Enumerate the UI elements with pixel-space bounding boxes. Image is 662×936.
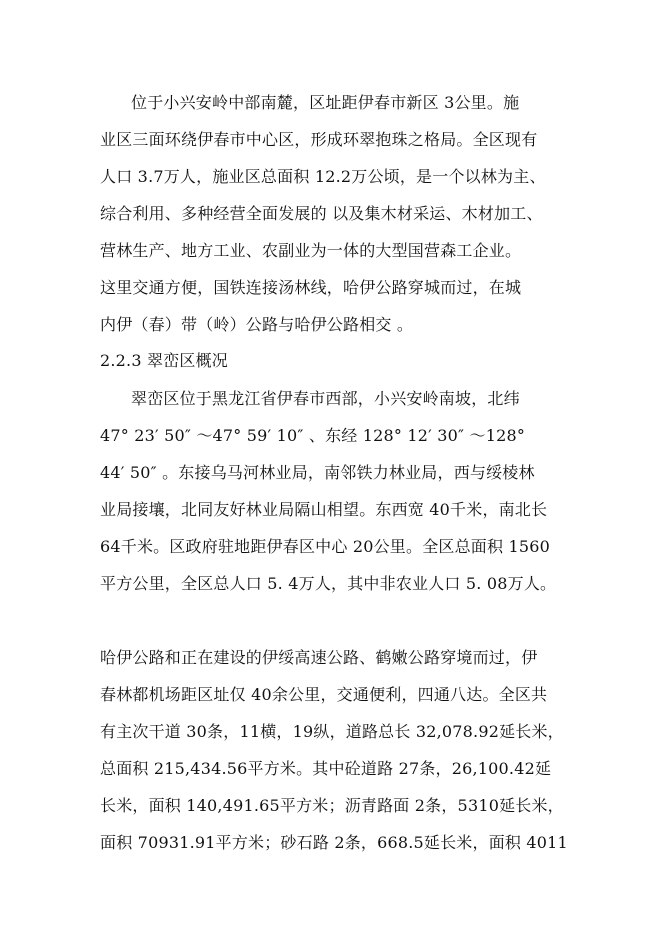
paragraph1-line-2: 业区三面环绕伊春市中心区，形成环翠抱珠之格局。全区现有 bbox=[100, 130, 538, 149]
paragraph3-line-2: 春林都机场距区址仅 40余公里，交通便利，四通八达。全区共 bbox=[100, 685, 548, 704]
paragraph2-line-6: 平方公里，全区总人口 5. 4万人，其中非农业人口 5. 08万人。 bbox=[100, 574, 557, 593]
paragraph3-line-3: 有主次干道 30条，11横，19纵，道路总长 32,078.92延长米， bbox=[100, 722, 564, 741]
paragraph1-line-5: 营林生产、地方工业、农副业为一体的大型国营森工企业。 bbox=[100, 241, 522, 260]
paragraph2-line-5: 64千米。区政府驻地距伊春区中心 20公里。全区总面积 1560 bbox=[100, 537, 551, 556]
paragraph1-line-1: 位于小兴安岭中部南麓，区址距伊春市新区 3公里。施 bbox=[131, 93, 520, 112]
paragraph1-line-4: 综合利用、多种经营全面发展的 以及集木材采运、木材加工、 bbox=[100, 204, 543, 223]
paragraph3-line-4: 总面积 215,434.56平方米。其中砼道路 27条，26,100.42延 bbox=[100, 759, 552, 778]
paragraph3-line-6: 面积 70931.91平方米；砂石路 2条，668.5延长米，面积 4011 bbox=[100, 833, 568, 852]
paragraph3-line-5: 长米，面积 140,491.65平方米；沥青路面 2条，5310延长米， bbox=[100, 796, 564, 815]
paragraph3-line-1: 哈伊公路和正在建设的伊绥高速公路、鹤嫩公路穿境而过，伊 bbox=[100, 648, 538, 667]
section-heading: 2.2.3 翠峦区概况 bbox=[100, 351, 228, 370]
paragraph1-line-6: 这里交通方便，国铁连接汤林线，哈伊公路穿城而过，在城 bbox=[100, 278, 522, 297]
paragraph2-line-1: 翠峦区位于黑龙江省伊春市西部，小兴安岭南坡，北纬 bbox=[131, 389, 520, 408]
paragraph2-line-3: 44′ 50″ 。东接乌马河林业局，南邻铁力林业局，西与绥棱林 bbox=[100, 463, 535, 482]
paragraph1-line-3: 人口 3.7万人，施业区总面积 12.2万公顷，是一个以林为主、 bbox=[100, 167, 546, 186]
paragraph2-line-2: 47° 23′ 50″ ～47° 59′ 10″ 、东经 128° 12′ 30″ ～128° bbox=[100, 426, 526, 445]
paragraph2-line-4: 业局接壤，北同友好林业局隔山相望。东西宽 40千米，南北长 bbox=[100, 500, 548, 519]
paragraph1-line-7: 内伊（春）带（岭）公路与哈伊公路相交 。 bbox=[100, 315, 414, 334]
